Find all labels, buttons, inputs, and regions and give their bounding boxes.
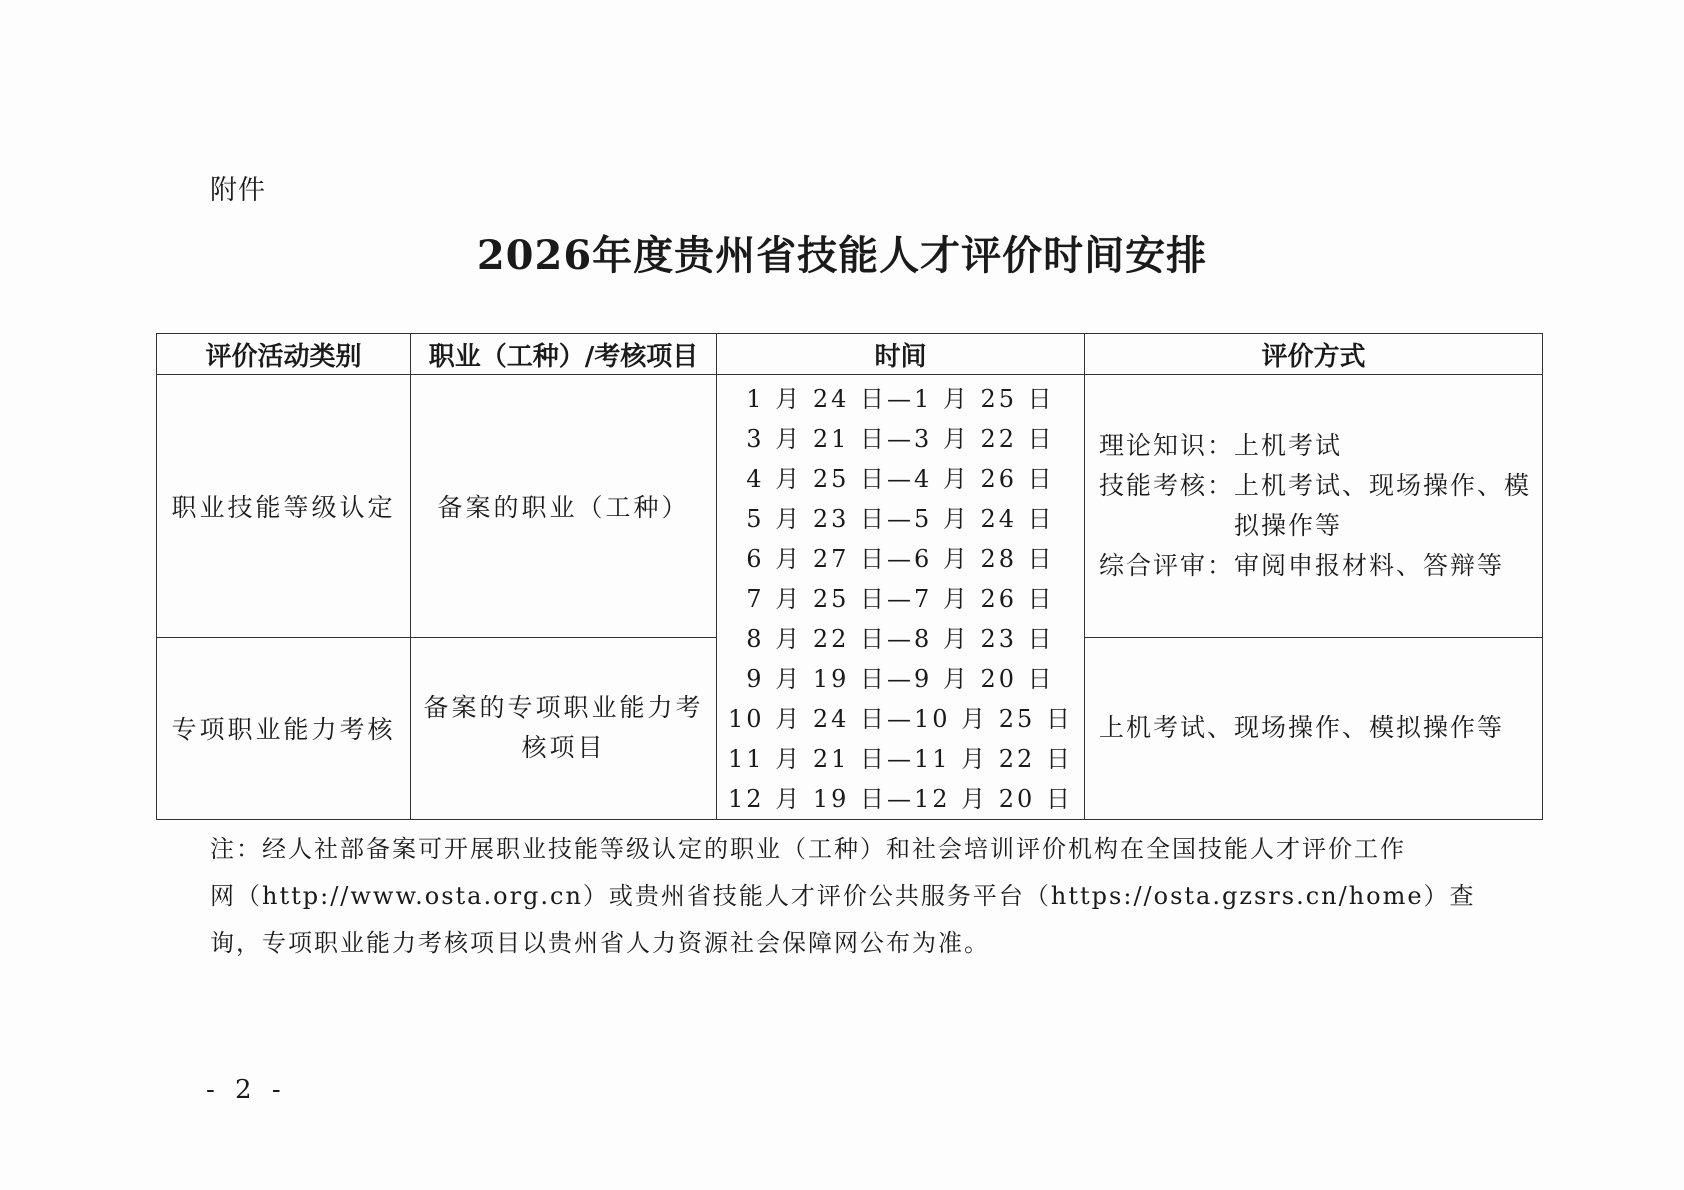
date-item: 4 月 25 日—4 月 26 日 xyxy=(746,465,1055,493)
document-title: 2026年度贵州省技能人才评价时间安排 xyxy=(476,232,1208,279)
table-header-row xyxy=(157,334,1543,375)
method-value: 上机考试 xyxy=(1234,430,1343,460)
header-occupation: 职业（工种）/考核项目 xyxy=(411,334,717,375)
method-cell: 上机考试、现场操作、模拟操作等 xyxy=(1085,637,1543,819)
occupation-cell: 备案的职业（工种） xyxy=(411,375,717,638)
date-item: 9 月 19 日—9 月 20 日 xyxy=(746,665,1055,693)
date-item: 10 月 24 日—10 月 25 日 xyxy=(728,705,1073,733)
footnote-line: 注：经人社部备案可开展职业技能等级认定的职业（工种）和社会培训评价机构在全国技能人才评价工作 xyxy=(210,835,1406,863)
dates-cell xyxy=(717,375,1085,820)
occupation-cell: 备案的专项职业能力考核项目 xyxy=(411,637,717,819)
header-category: 评价活动类别 xyxy=(157,334,411,375)
method-item xyxy=(1099,466,1532,546)
date-item: 3 月 21 日—3 月 22 日 xyxy=(746,425,1055,453)
date-item: 5 月 23 日—5 月 24 日 xyxy=(746,505,1055,533)
date-item: 6 月 27 日—6 月 28 日 xyxy=(746,545,1055,573)
table-row xyxy=(157,375,1543,638)
method-value: 审阅申报材料、答辩等 xyxy=(1234,550,1505,580)
attachment-label: 附件 xyxy=(210,175,266,206)
footnote-line: 网（http://www.osta.org.cn）或贵州省技能人才评价公共服务平台（https://osta.gzsrs.cn/home）查 xyxy=(210,882,1476,910)
method-key: 技能考核： xyxy=(1099,470,1235,500)
category-cell: 职业技能等级认定 xyxy=(157,375,411,638)
method-value: 上机考试、现场操作、模拟操作等 xyxy=(1234,470,1532,540)
date-item: 1 月 24 日—1 月 25 日 xyxy=(746,385,1055,413)
date-item: 8 月 22 日—8 月 23 日 xyxy=(746,625,1055,653)
method-cell xyxy=(1085,375,1543,638)
date-item: 7 月 25 日—7 月 26 日 xyxy=(746,585,1055,613)
header-method: 评价方式 xyxy=(1085,334,1543,375)
date-item: 12 月 19 日—12 月 20 日 xyxy=(728,785,1073,813)
header-time: 时间 xyxy=(717,334,1085,375)
method-item xyxy=(1099,546,1532,586)
category-cell: 专项职业能力考核 xyxy=(157,637,411,819)
schedule-table xyxy=(156,333,1543,820)
footnote xyxy=(210,826,1500,967)
method-item xyxy=(1099,426,1532,466)
page-number: - 2 - xyxy=(206,1075,287,1105)
footnote-line: 询，专项职业能力考核项目以贵州省人力资源社会保障网公布为准。 xyxy=(210,929,990,957)
method-key: 理论知识： xyxy=(1099,430,1235,460)
method-key: 综合评审： xyxy=(1099,550,1235,580)
date-item: 11 月 21 日—11 月 22 日 xyxy=(728,745,1073,773)
